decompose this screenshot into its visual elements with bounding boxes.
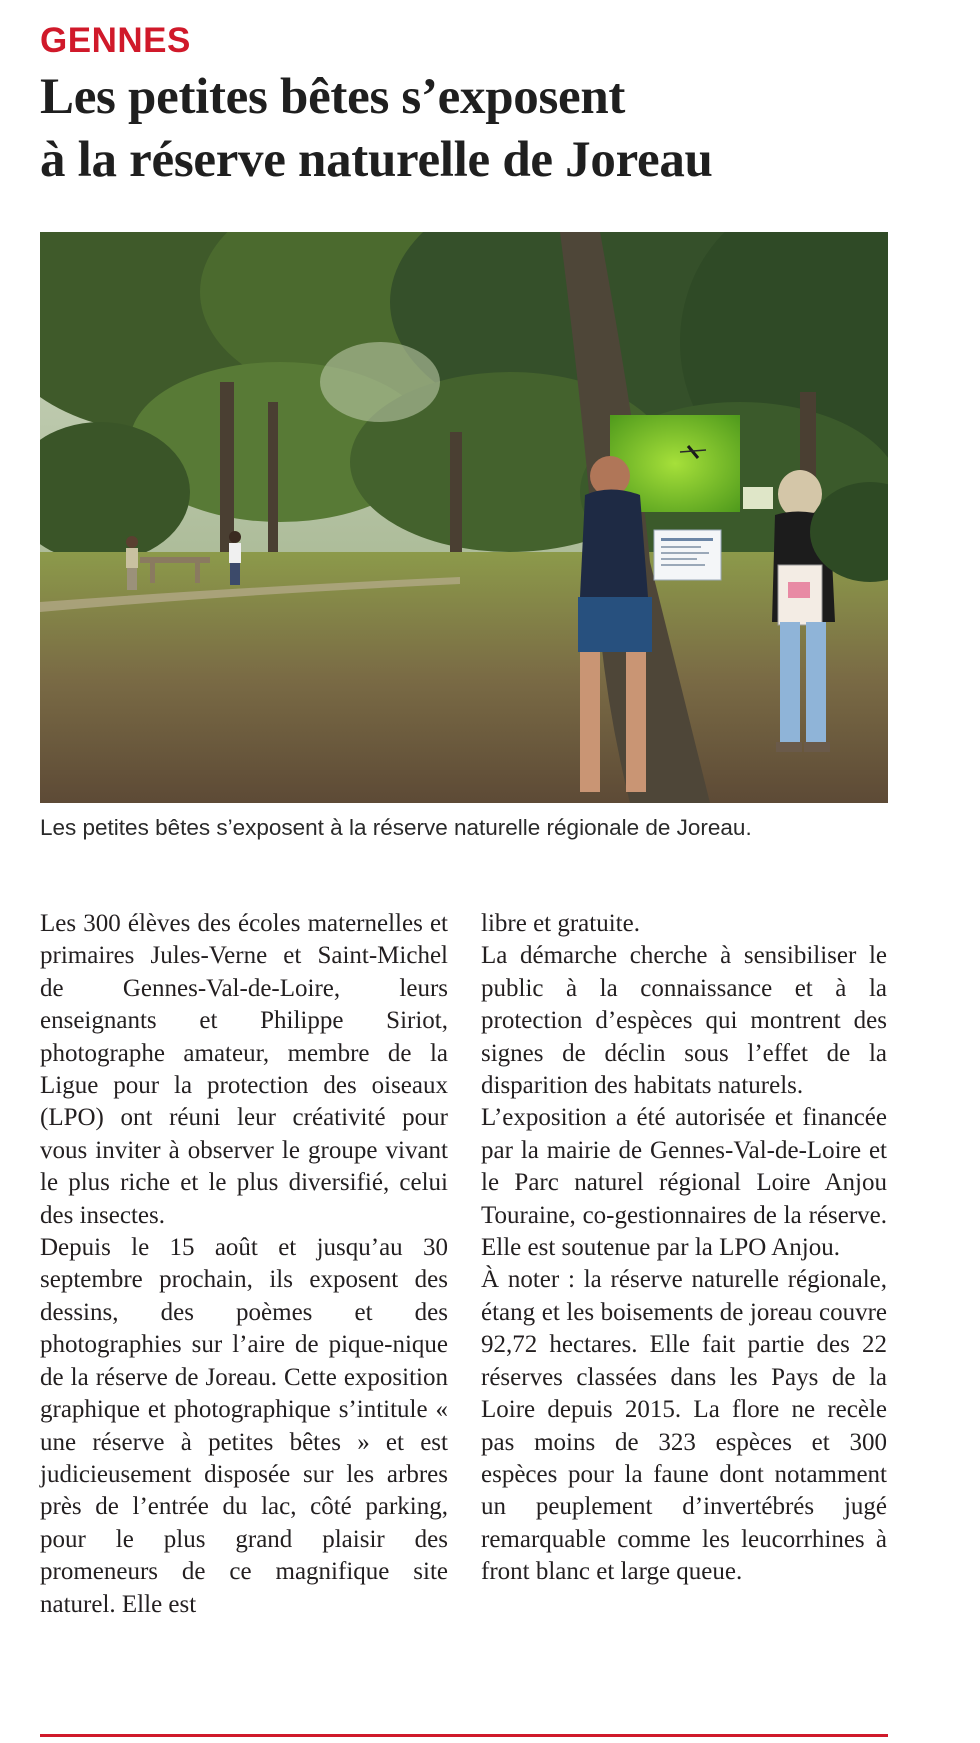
article-column-right	[481, 908, 887, 1589]
bottom-divider	[40, 1734, 888, 1737]
forest-exhibition-illustration	[40, 232, 888, 803]
small-panel	[743, 487, 773, 509]
article-photo	[40, 232, 888, 803]
headline	[40, 66, 940, 192]
paragraph: libre et gratuite.	[481, 910, 640, 937]
grass-ground	[40, 552, 888, 803]
headline-line-1: Les petites bêtes s’exposent	[40, 69, 626, 125]
photo-caption: Les petites bêtes s’exposent à la réserve naturelle régionale de Joreau.	[40, 815, 752, 840]
paragraph: À noter : la réserve naturelle régionale, étang et les boisements de joreau couvre 92,72 hectares. Elle fait partie des 22 réserves classées dans les Pays de la Loire depuis 2015. La flore ne recèle pas moins de 323 espèces et 300 espèces pour la faune dont notamment un peuplement d’invertébrés jugé remarquable comme les leucorrhines à front blanc et large queue.	[481, 1266, 887, 1586]
paragraph: La démarche cherche à sensibiliser le public à la connaissance et à la protection d’espèces qui montrent des signes de déclin sous l’effet de la disparition des habitats naturels.	[481, 942, 887, 1100]
paragraph: Les 300 élèves des écoles maternelles et primaires Jules-Verne et Saint-Michel de Gennes-Val-de-Loire, leurs enseignants et Philippe Siriot, photographe amateur, membre de la Ligue pour la protection des oiseaux (LPO) ont réuni leur créativité pour vous inviter à observer le groupe vivant le plus riche et le plus diversifié, celui des insectes.	[40, 910, 448, 1229]
paragraph: L’exposition a été autorisée et financée par la mairie de Gennes-Val-de-Loire et le Parc naturel régional Loire Anjou Touraine, co-gestionnaires de la réserve. Elle est soutenue par la LPO Anjou.	[481, 1104, 887, 1262]
paragraph: Depuis le 15 août et jusqu’au 30 septembre prochain, ils exposent des dessins, des poèmes et des photographies sur l’aire de pique-nique de la réserve de Joreau. Cette exposition graphique et photographique s’intitule « une réserve à petites bêtes » et est judicieusement disposée sur les arbres près de l’entrée du lac, côté parking, pour le plus grand plaisir des promeneurs de ce magnifique site naturel. Elle est	[40, 1234, 448, 1618]
article-column-left	[40, 908, 448, 1621]
headline-line-2: à la réserve naturelle de Joreau	[40, 132, 713, 188]
info-panel	[654, 530, 721, 580]
section-label: GENNES	[40, 21, 191, 60]
tree-canopy	[40, 232, 888, 582]
